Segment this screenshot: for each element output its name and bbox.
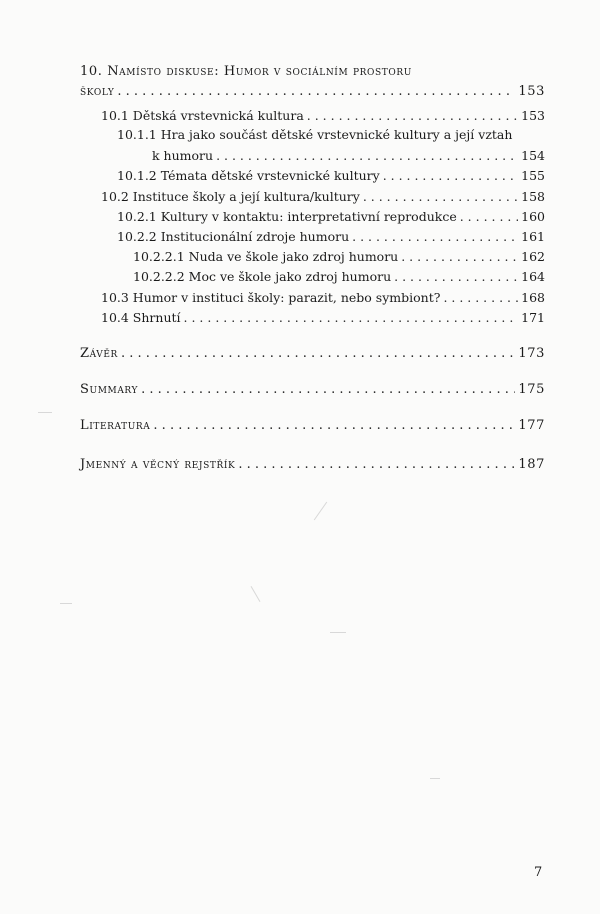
toc-entry-label: 10.2 Instituce školy a její kultura/kultury [101,189,360,204]
leader-dots [307,108,518,124]
leader-dots [394,269,518,285]
toc-entry-10-4 [101,310,545,326]
toc-entry-10-2-2-1 [133,249,545,265]
toc-chapter-label: Jmenný a věcný rejstřík [80,457,236,472]
paper-speck [251,586,261,602]
page-ref: 162 [521,249,545,264]
toc-entry-label: 10.2.1 Kultury v kontaktu: interpretativní reprodukce [117,209,457,224]
page-ref: 187 [518,457,545,472]
page-ref: 158 [521,189,545,204]
toc-entry-10-2-1 [117,209,545,225]
page-ref: 153 [521,108,545,123]
toc-chapter-literatura [80,418,545,434]
paper-speck [330,632,346,633]
leader-dots [184,310,519,326]
toc-entry-label: 10.2.2 Institucionální zdroje humoru [117,229,350,244]
page-number: 7 [534,865,543,880]
chapter-10-entry [80,84,545,100]
toc-entry-label: 10.4 Shrnutí [101,310,181,325]
leader-dots [238,457,515,473]
leader-dots [443,290,518,306]
toc-entry-label: 10.3 Humor v instituci školy: parazit, nebo symbiont? [101,290,441,305]
leader-dots [216,148,518,164]
toc-entry-10-1-1 [152,148,545,164]
leader-dots [352,229,518,245]
leader-dots [141,382,515,398]
leader-dots [153,418,515,434]
leader-dots [401,249,518,265]
chapter-10-title-cont: školy [80,84,115,99]
page-ref: 168 [521,290,545,305]
toc-entry-label: 10.1.2 Témata dětské vrstevnické kultury [117,168,380,183]
toc-chapter-summary [80,382,545,398]
paper-speck [430,778,440,779]
chapter-10-title: 10. Namísto diskuse: Humor v sociálním prostoru [80,64,412,79]
leader-dots [363,189,518,205]
paper-speck [314,502,327,521]
page-ref: 171 [521,310,545,325]
toc-entry-10-1 [101,108,545,124]
toc-entry-10-2 [101,189,545,205]
toc-entry-label: 10.2.2.2 Moc ve škole jako zdroj humoru [133,269,392,284]
toc-chapter-rejstrik [80,457,545,473]
page-ref: 175 [518,382,545,397]
leader-dots [117,84,515,100]
toc-entry-10-2-2-2 [133,269,545,285]
toc-entry-10-3 [101,290,545,306]
paper-speck [38,412,52,413]
toc-chapter-label: Závěr [80,346,118,361]
toc-entry-10-2-2 [117,229,545,245]
page-ref: 161 [521,229,545,244]
leader-dots [121,346,515,362]
page-ref: 173 [518,346,545,361]
page-ref: 154 [521,148,545,163]
page-ref: 177 [518,418,545,433]
page-ref: 153 [518,84,545,99]
leader-dots [460,209,518,225]
page-ref: 155 [521,168,545,183]
toc-entry-10-1-1-line1: 10.1.1 Hra jako součást dětské vrstevnické kultury a její vztah [117,127,513,142]
toc-entry-10-1-2 [117,168,545,184]
toc-chapter-label: Literatura [80,418,151,433]
paper-speck [60,603,72,604]
toc-chapter-zaver [80,346,545,362]
page-ref: 160 [521,209,545,224]
toc-chapter-label: Summary [80,382,139,397]
leader-dots [383,168,518,184]
toc-entry-label: 10.2.2.1 Nuda ve škole jako zdroj humoru [133,249,399,264]
page-ref: 164 [521,269,545,284]
toc-entry-label: k humoru [152,148,214,163]
toc-entry-label: 10.1 Dětská vrstevnická kultura [101,108,304,123]
